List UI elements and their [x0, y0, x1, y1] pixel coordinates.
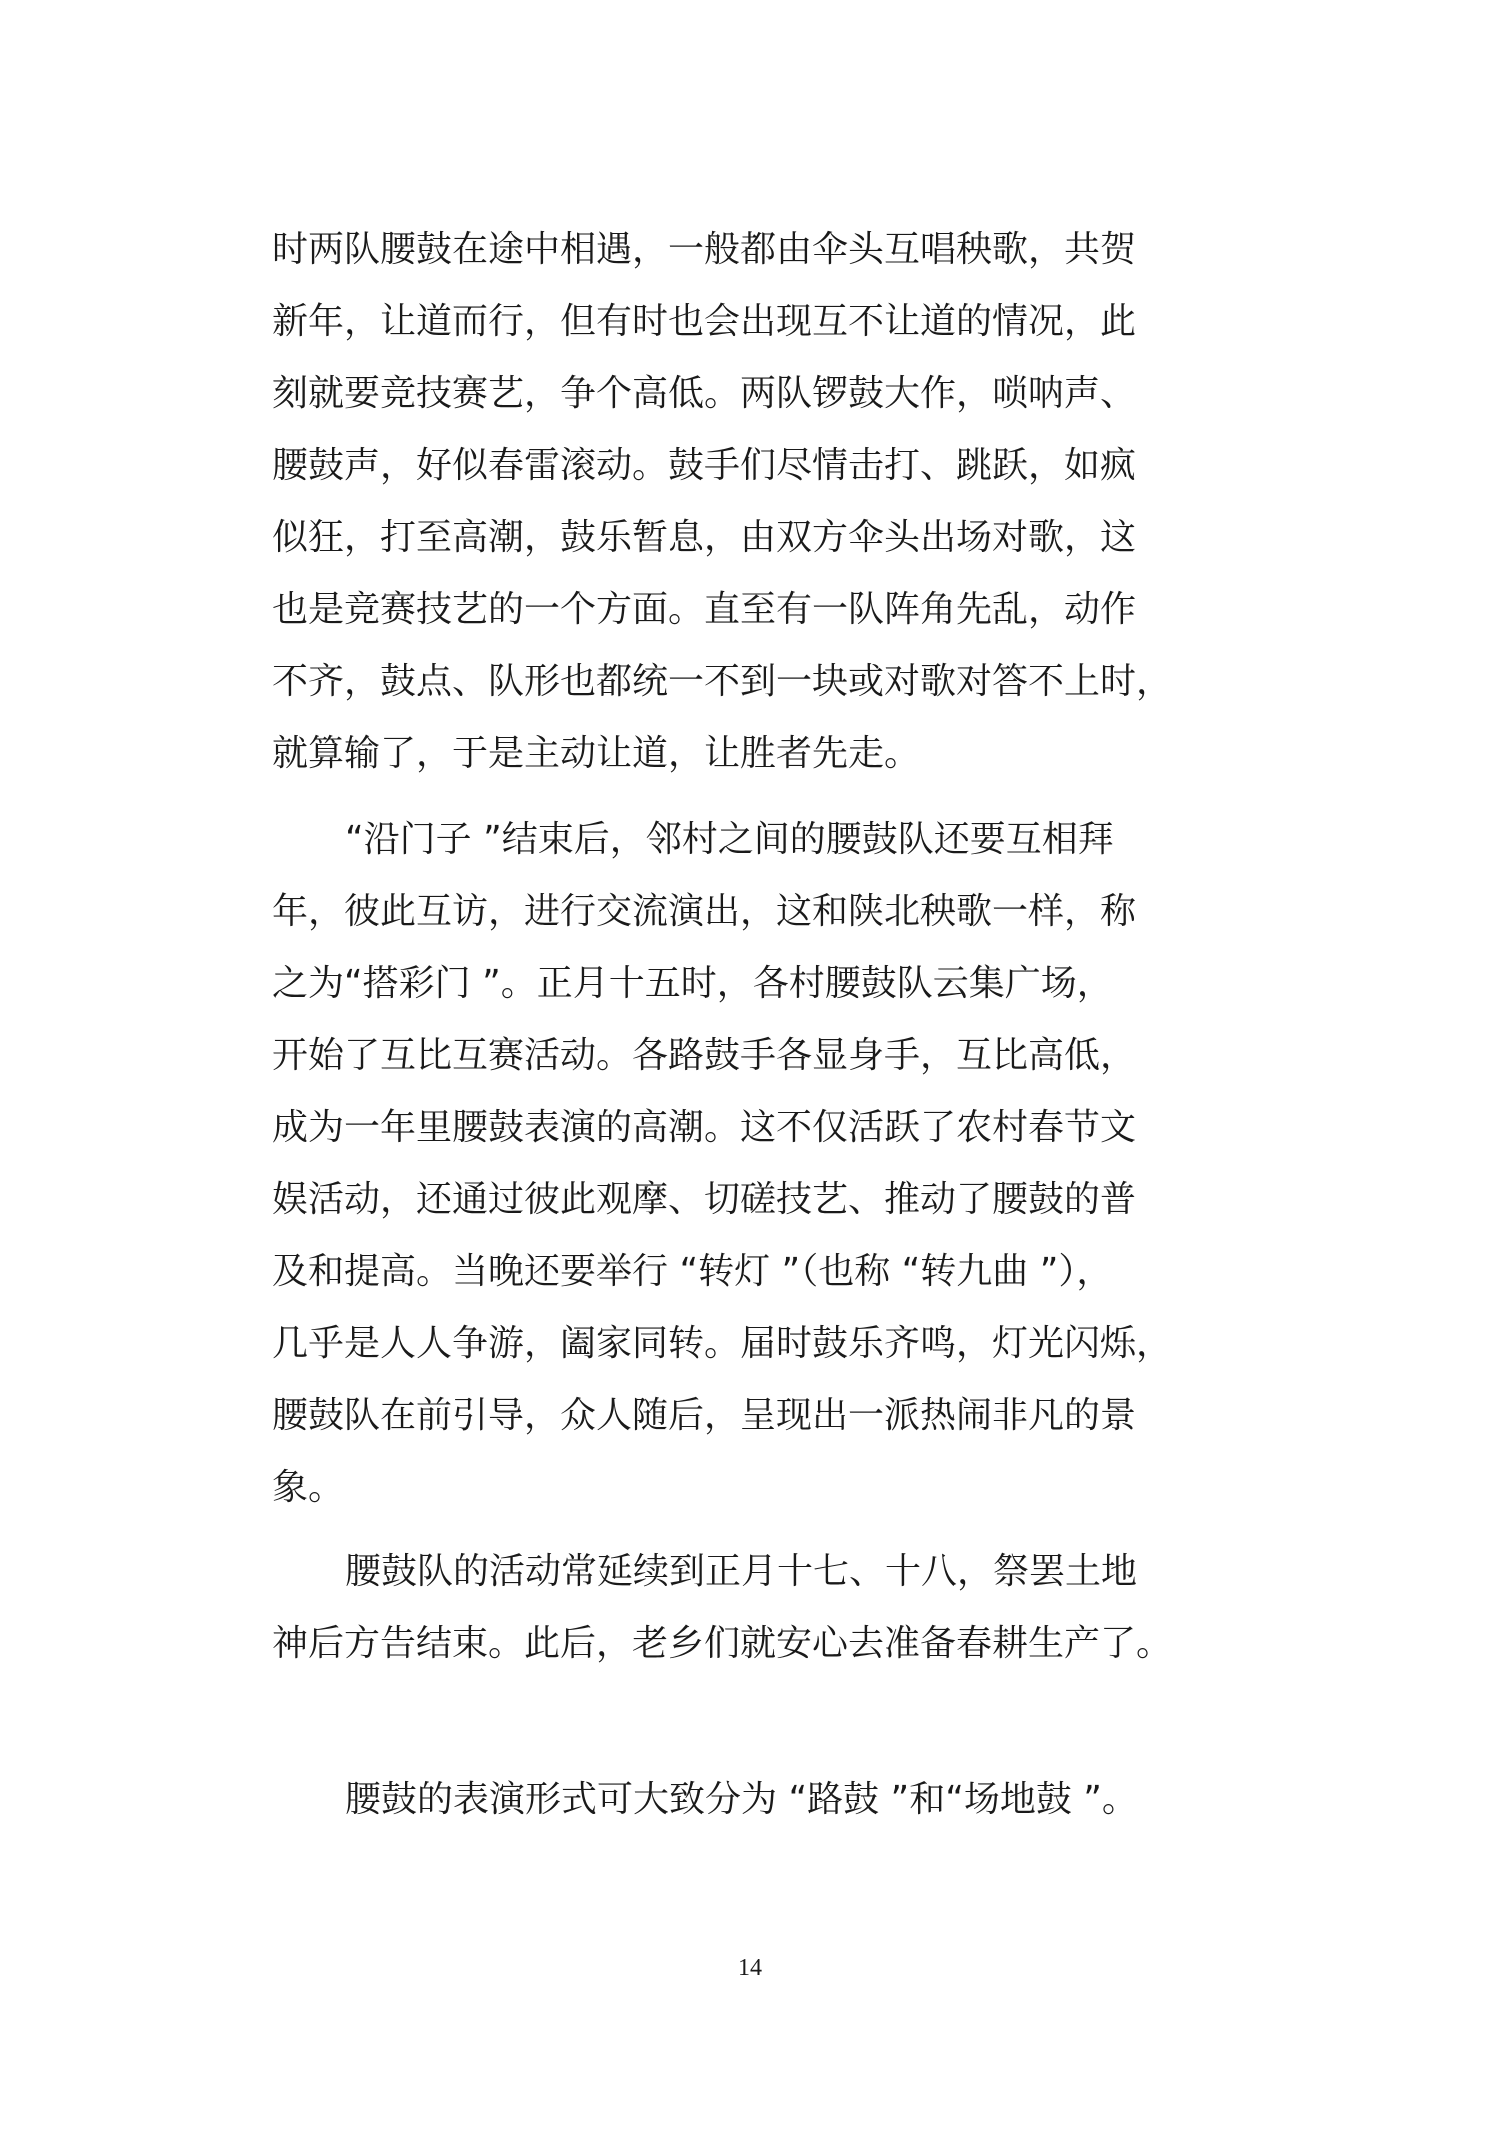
text-line: 及和提高。当晚还要举行 “转灯 ”（也称 “转九曲 ”），	[272, 1251, 1113, 1292]
text-line: 新年，让道而行，但有时也会出现互不让道的情况，此	[272, 301, 1137, 342]
text-line: 腰鼓队在前引导，众人随后，呈现出一派热闹非凡的景	[272, 1395, 1137, 1436]
text-line: 几乎是人人争游，阖家同转。届时鼓乐齐鸣，灯光闪烁，	[272, 1323, 1173, 1364]
text-line: 年，彼此互访，进行交流演出，这和陕北秧歌一样，称	[272, 891, 1137, 932]
text-line: 开始了互比互赛活动。各路鼓手各显身手，互比高低，	[272, 1035, 1137, 1076]
text-line: 腰鼓的表演形式可大致分为 “路鼓 ”和“场地鼓 ”。	[345, 1779, 1138, 1820]
text-line: 神后方告结束。此后，老乡们就安心去准备春耕生产了。	[272, 1623, 1173, 1664]
text-line: 不齐，鼓点、队形也都统一不到一块或对歌对答不上时，	[272, 661, 1173, 702]
text-line: 娱活动，还通过彼此观摩、切磋技艺、推动了腰鼓的普	[272, 1179, 1137, 1220]
page-number: 14	[738, 1955, 762, 1981]
text-line: 就算输了，于是主动让道，让胜者先走。	[272, 733, 921, 774]
text-line: 成为一年里腰鼓表演的高潮。这不仅活跃了农村春节文	[272, 1107, 1137, 1148]
text-line: 腰鼓队的活动常延续到正月十七、十八，祭罢土地	[345, 1551, 1138, 1592]
text-line: 象。	[272, 1467, 345, 1508]
text-line: 时两队腰鼓在途中相遇，一般都由伞头互唱秧歌，共贺	[272, 229, 1137, 270]
text-line: “沿门子 ”结束后，邻村之间的腰鼓队还要互相拜	[345, 819, 1114, 860]
text-line: 刻就要竞技赛艺，争个高低。两队锣鼓大作，唢呐声、	[272, 373, 1137, 414]
text-line: 之为“搭彩门 ”。正月十五时，各村腰鼓队云集广场，	[272, 963, 1113, 1004]
text-line: 也是竞赛技艺的一个方面。直至有一队阵角先乱，动作	[272, 589, 1137, 630]
text-line: 似狂，打至高潮，鼓乐暂息，由双方伞头出场对歌，这	[272, 517, 1137, 558]
text-line: 腰鼓声，好似春雷滚动。鼓手们尽情击打、跳跃，如疯	[272, 445, 1137, 486]
